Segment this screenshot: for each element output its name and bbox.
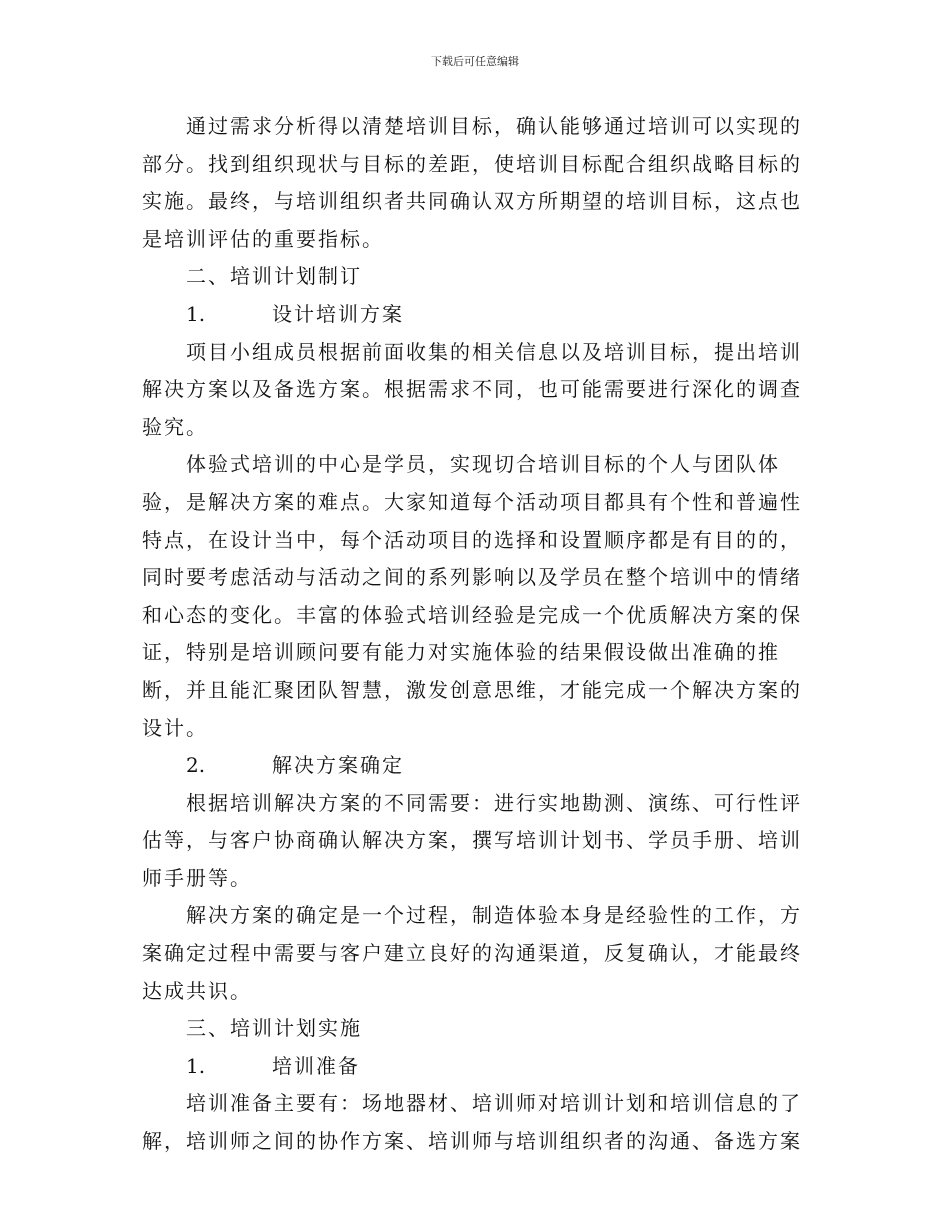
section-heading: 三、培训计划实施 xyxy=(186,1016,362,1041)
heading-text: 培训准备 xyxy=(272,1053,360,1078)
paragraph: 通过需求分析得以清楚培训目标，确认能够通过培训可以实现的部分。找到组织现状与目标的差距，使培训目标配合组织战略目标的实施。最终，与培训组织者共同确认双方所期望的培训目标，这点也是培训评估的重要指标。 xyxy=(142,114,802,251)
numbered-heading xyxy=(142,1048,802,1086)
paragraph: 培训准备主要有：场地器材、培训师对培训计划和培训信息的了解，培训师之间的协作方案、培训师与培训组织者的沟通、备选方案 xyxy=(142,1091,802,1154)
paragraph: 项目小组成员根据前面收集的相关信息以及培训目标，提出培训解决方案以及备选方案。根据需求不同，也可能需要进行深化的调查验究。 xyxy=(142,339,802,439)
numbered-heading xyxy=(142,296,802,334)
heading-text: 设计培训方案 xyxy=(272,301,404,326)
page-header: 下载后可任意编辑 xyxy=(431,55,519,68)
section-heading: 二、培训计划制订 xyxy=(186,264,362,289)
paragraph: 体验式培训的中心是学员，实现切合培训目标的个人与团队体验，是解决方案的难点。大家知道每个活动项目都具有个性和普遍性特点，在设计当中，每个活动项目的选择和设置顺序都是有目的的，同时要考虑活动与活动之间的系列影响以及学员在整个培训中的情绪和心态的变化。丰富的体验式培训经验是完成一个优质解决方案的保证，特别是培训顾问要有能力对实施体验的结果假设做出准确的推断，并且能汇聚团队智慧，激发创意思维，才能完成一个解决方案的设计。 xyxy=(142,452,802,740)
document-body xyxy=(142,108,802,1161)
numbered-heading xyxy=(142,747,802,785)
heading-number: 2. xyxy=(186,753,206,778)
heading-text: 解决方案确定 xyxy=(272,753,404,778)
heading-number: 1. xyxy=(186,301,206,326)
paragraph: 解决方案的确定是一个过程，制造体验本身是经验性的工作，方案确定过程中需要与客户建立良好的沟通渠道，反复确认，才能最终达成共识。 xyxy=(142,903,802,1003)
paragraph: 根据培训解决方案的不同需要：进行实地勘测、演练、可行性评估等，与客户协商确认解决方案，撰写培训计划书、学员手册、培训师手册等。 xyxy=(142,790,802,890)
heading-number: 1. xyxy=(186,1053,206,1078)
